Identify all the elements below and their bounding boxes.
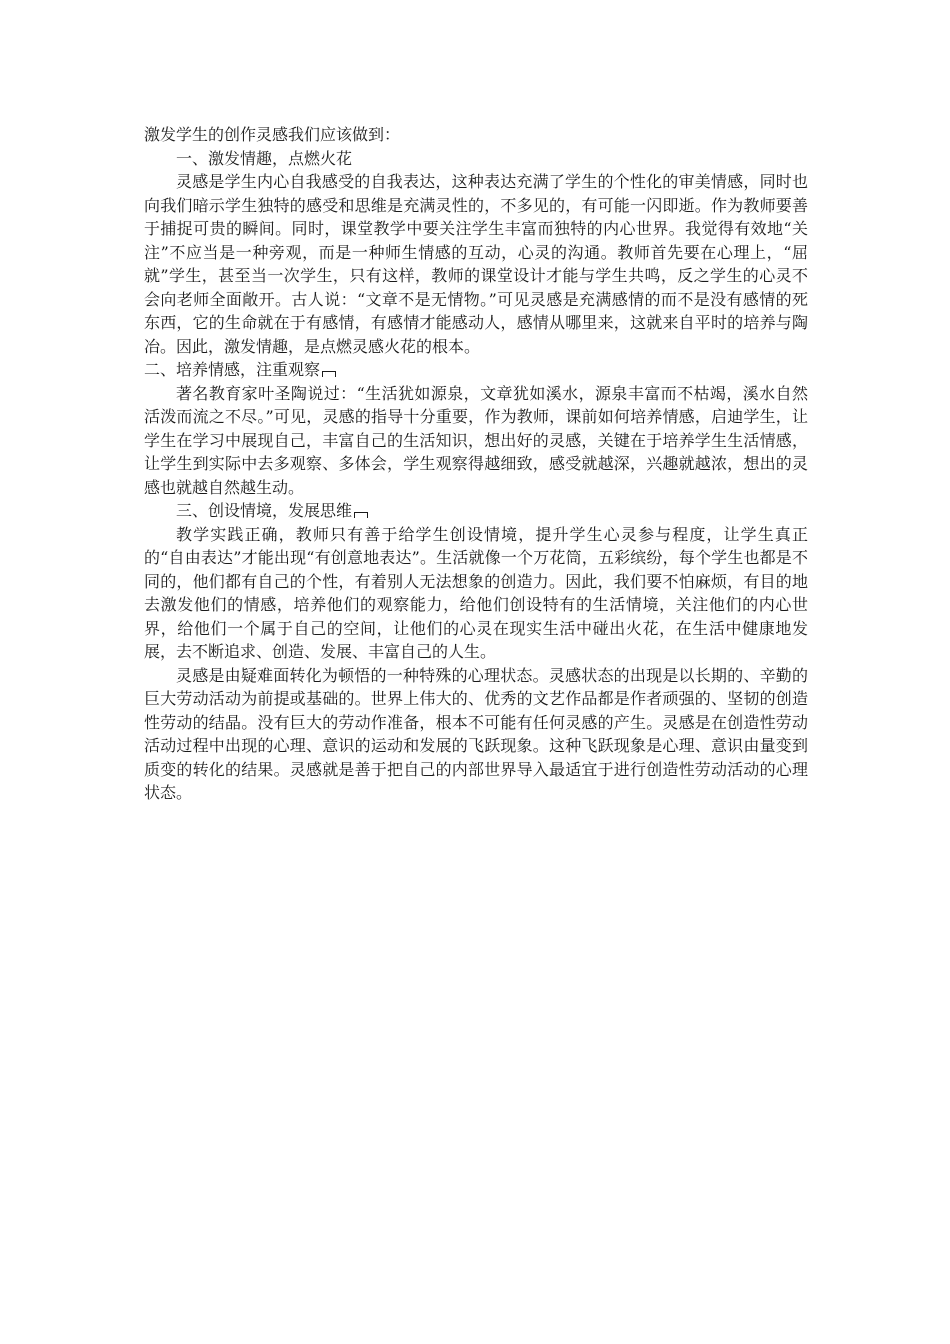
document-body (144, 123, 808, 805)
intro-line: 激发学生的创作灵感我们应该做到： (144, 125, 401, 144)
section-2-heading-text: 二、培养情感，注重观察 (144, 360, 321, 379)
section-break-mark (354, 512, 368, 518)
section-3-heading (144, 499, 808, 523)
closing-paragraph: 灵感是由疑难面转化为顿悟的一种特殊的心理状态。灵感状态的出现是以长期的、辛勤的巨大劳动活动为前提或基础的。世界上伟大的、优秀的文艺作品都是作者顽强的、坚韧的创造性劳动的结晶。没有巨大的劳动作准备，根本不可能有任何灵感的产生。灵感是在创造性劳动活动过程中出现的心理、意识的运动和发展的飞跃现象。这种飞跃现象是心理、意识由量变到质变的转化的结果。灵感就是善于把自己的内部世界导入最适宜于进行创造性劳动活动的心理状态。 (144, 665, 808, 802)
section-1-paragraph: 灵感是学生内心自我感受的自我表达，这种表达充满了学生的个性化的审美情感，同时也向我们暗示学生独特的感受和思维是充满灵性的，不多见的，有可能一闪即逝。作为教师要善于捕捉可贵的瞬间。同时，课堂教学中要关注学生丰富而独特的内心世界。我觉得有效地“关注”不应当是一种旁观，而是一种师生情感的互动，心灵的沟通。教师首先要在心理上，“屈就”学生，甚至当一次学生，只有这样，教师的课堂设计才能与学生共鸣，反之学生的心灵不会向老师全面敞开。古人说：“文章不是无情物。”可见灵感是充满感情的而不是没有感情的死东西，它的生命就在于有感情，有感情才能感动人，感情从哪里来，这就来自平时的培养与陶冶。因此，激发情趣，是点燃灵感火花的根本。 (144, 172, 808, 356)
section-2-paragraph: 著名教育家叶圣陶说过：“生活犹如源泉，文章犹如溪水，源泉丰富而不枯竭，溪水自然活泼而流之不尽。”可见，灵感的指导十分重要，作为教师，课前如何培养情感，启迪学生，让学生在学习中展现自己，丰富自己的生活知识，想出好的灵感，关键在于培养学生生活情感，让学生到实际中去多观察、多体会，学生观察得越细致，感受就越深，兴趣就越浓，想出的灵感也就越自然越生动。 (144, 383, 808, 497)
section-break-mark (322, 371, 336, 377)
section-3-heading-text: 三、创设情境，发展思维 (176, 501, 353, 520)
section-1-heading-text: 一、激发情趣，点燃火花 (176, 148, 353, 168)
section-2-heading (144, 358, 808, 382)
section-1-heading (144, 147, 808, 171)
section-3-paragraph: 教学实践正确，教师只有善于给学生创设情境，提升学生心灵参与程度，让学生真正的“自由表达”才能出现“有创意地表达”。生活就像一个万花筒，五彩缤纷，每个学生也都是不同的，他们都有自己的个性，有着别人无法想象的创造力。因此，我们要不怕麻烦，有目的地去激发他们的情感，培养他们的观察能力，给他们创设特有的生活情境，关注他们的内心世界，给他们一个属于自己的空间，让他们的心灵在现实生活中碰出火花，在生活中健康地发展，去不断追求、创造、发展、丰富自己的人生。 (144, 524, 808, 661)
